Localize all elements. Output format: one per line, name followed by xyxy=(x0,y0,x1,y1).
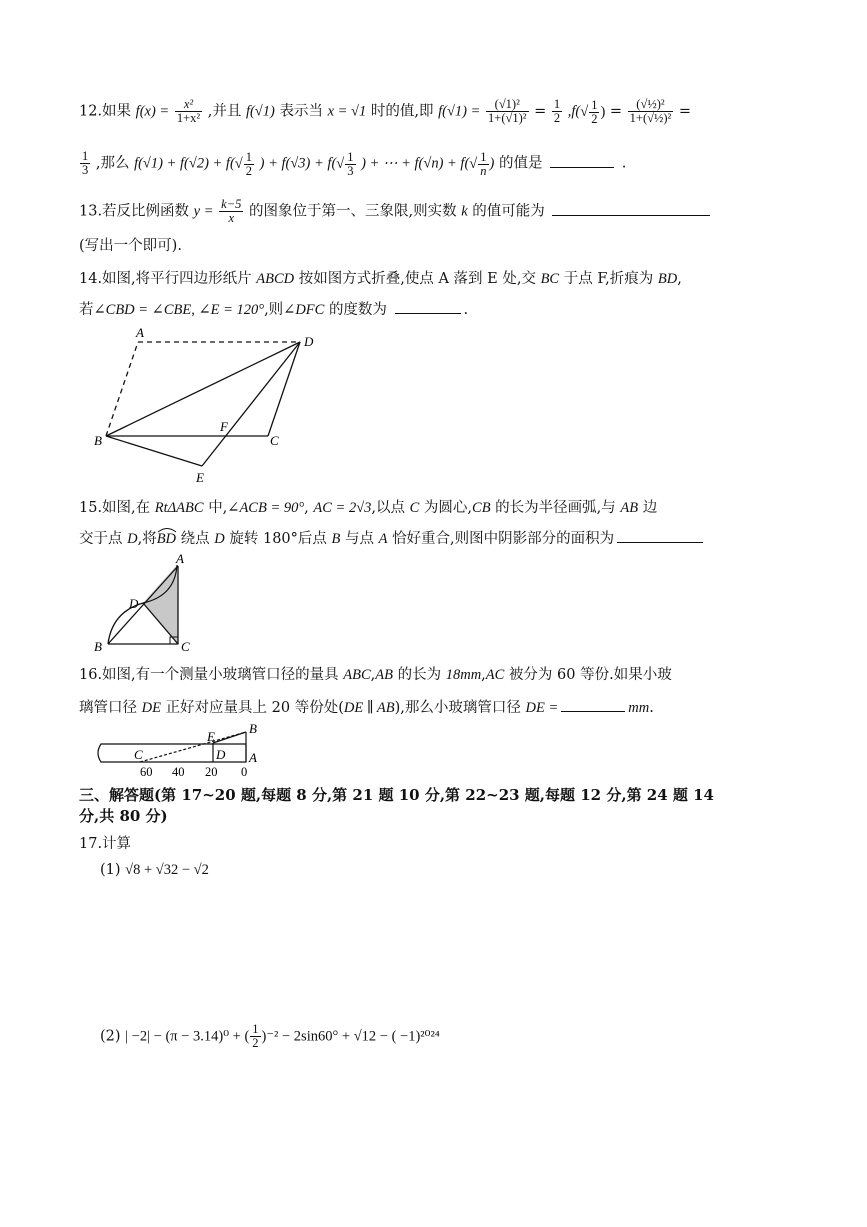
q16-text-f: 璃管口径 xyxy=(79,700,137,716)
q15-b: B xyxy=(331,531,341,547)
q15-text-h: 交于点 xyxy=(79,531,123,547)
q15-text-k: 旋转 180°后点 xyxy=(229,531,327,547)
q14-dfc: ∠DFC xyxy=(283,302,325,318)
q16-text-g: 正好对应量具上 20 等份处( xyxy=(165,700,344,716)
q14-label-f: F xyxy=(220,419,228,434)
q15-a: A xyxy=(378,531,388,547)
q15-ac: AC = 2√3 xyxy=(313,500,372,516)
q12-frac-half: $\frac{1}{2}$ xyxy=(553,97,561,126)
q13-lead: 13.若反比例函数 xyxy=(79,203,190,220)
q17-title: 17.计算 xyxy=(79,836,132,852)
q12-comma-f: ,f( xyxy=(567,103,581,120)
q17-p2-expr-b: )⁻² − 2sin60° + √12 − ( −1)²⁰²⁴ xyxy=(261,1028,440,1045)
q15-label-d: D xyxy=(129,596,139,611)
q16-label-e: E xyxy=(207,729,215,744)
q13-frac: $\frac{k-5}{x}$ xyxy=(221,197,242,226)
q15-text-l: 与点 xyxy=(344,531,374,547)
q15-text-m: 恰好重合,则图中阴影部分的面积为 xyxy=(392,531,615,547)
q17-p1-expr: √8 + √32 − √2 xyxy=(125,862,209,878)
q16-tick-40: 40 xyxy=(172,765,185,779)
q12-eq: = xyxy=(534,103,547,120)
q12-expr-b: ) + f(√3) + f( xyxy=(259,155,337,172)
q15-d: D xyxy=(127,531,138,547)
q15-label-a: A xyxy=(176,551,184,566)
q14-label-a: A xyxy=(136,325,144,340)
q17-p2-expr-a: | −2| − (π − 3.14)⁰ + ( xyxy=(125,1028,250,1045)
q16-par: DE ∥ AB xyxy=(343,700,395,716)
q15-text-j: 绕点 xyxy=(180,531,210,547)
q14-cond: ∠CBD = ∠CBE, ∠E = 120° xyxy=(93,302,265,318)
section3-heading-line1: 三、解答题(第 17~20 题,每题 8 分,第 21 题 10 分,第 22~23 题,每题 12 分,第 24 题 14 xyxy=(79,786,714,804)
q16-tick-0: 0 xyxy=(241,765,248,779)
q14-text-f: ,则 xyxy=(264,302,284,318)
q15-rt: RtΔABC xyxy=(154,500,204,516)
q12-expr-a: f(√1) + f(√2) + f( xyxy=(134,155,235,172)
q17-part1 xyxy=(100,862,209,879)
q14-text-c: 于点 F,折痕为 xyxy=(563,271,654,287)
q13-tail: 的值可能为 xyxy=(472,203,545,220)
q17-part2 xyxy=(100,1023,440,1050)
q14-label-d: D xyxy=(304,334,314,349)
q14-label-e: E xyxy=(196,470,204,485)
q17-p2-label: (2) xyxy=(100,1028,121,1045)
q12-xeq: x = √1 xyxy=(327,103,367,120)
q13-mid: 的图象位于第一、三象限,则实数 xyxy=(248,203,457,220)
q16-len: 18mm xyxy=(445,667,482,683)
q14-text-a: 14.如图,将平行四边形纸片 xyxy=(79,271,252,287)
q16-de: DE xyxy=(141,700,161,716)
q16-text-e: 被分为 60 等份.如果小玻 xyxy=(508,667,672,683)
q16-tick-20: 20 xyxy=(205,765,218,779)
q12-end: . xyxy=(621,155,627,172)
q12-line2: $\frac{1}{3}$ ,那么 f(√1) + f(√2) + f(√ $\frac{1}{2}$ ) + f(√3) + f(√ $\frac{1}{3}$ ) + ⋯ + f(√n) + f(√ $\frac{1}{n}$ ) 的值是 . xyxy=(82,149,627,178)
q15-c: C xyxy=(409,500,420,516)
q14-label-c: C xyxy=(270,433,279,448)
q15-text-b: 中, xyxy=(208,500,228,516)
q16-de2: DE = xyxy=(525,700,559,716)
q15-d2: D xyxy=(214,531,225,547)
q16-ab: AB xyxy=(375,667,393,683)
q16-tick-60: 60 xyxy=(140,765,153,779)
q12-f1b: f(√1) = xyxy=(438,103,481,120)
q16-ac: AC xyxy=(485,667,505,683)
q16-text-h: ),那么小玻璃管口径 xyxy=(394,700,521,716)
q12-f1: f(√1) xyxy=(245,103,275,120)
q14-text-b: 按如图方式折叠,使点 A 落到 E 处,交 xyxy=(298,271,536,287)
q12-eq-b: = xyxy=(609,103,623,120)
q16-text-d: , xyxy=(481,667,486,683)
q12-frac-third: $\frac{1}{3}$ xyxy=(82,149,89,178)
q17-p1-label: (1) xyxy=(100,862,121,878)
q15-label-b: B xyxy=(94,639,102,654)
q15-text-i: ,将 xyxy=(137,531,157,547)
q12-expr-d: ) xyxy=(489,155,495,172)
q16-label-a: A xyxy=(249,750,257,765)
q16-top-ed xyxy=(213,732,246,743)
q14-bd: BD xyxy=(657,271,678,287)
q16-unit: mm xyxy=(628,700,650,716)
q15-text-e: 为圆心, xyxy=(423,500,473,516)
q14-label-b: B xyxy=(94,433,102,448)
q15-text-d: ,以点 xyxy=(371,500,406,516)
q15-text-g: 边 xyxy=(642,500,658,516)
q16-end: . xyxy=(649,700,654,716)
q12-line2-lead: ,那么 xyxy=(95,155,130,172)
q12-expr-c: ) + ⋯ + f(√n) + f( xyxy=(361,155,470,172)
q13-y: y = xyxy=(193,203,214,220)
q14-text-d: , xyxy=(677,271,682,287)
q14-abcd: ABCD xyxy=(256,271,295,287)
q15-text-c: , xyxy=(304,500,309,516)
q12-fx: f(x) = xyxy=(135,103,170,120)
q14-text-g: 的度数为 xyxy=(328,302,387,318)
q13-k: k xyxy=(461,203,468,220)
q15-cb: CB xyxy=(472,500,491,516)
q12-mid1: ,并且 xyxy=(207,103,242,120)
q14-end: . xyxy=(463,302,469,318)
q12-lead: 12.如果 xyxy=(79,103,132,120)
q15-acb: ∠ACB = 90° xyxy=(227,500,305,516)
q16-label-b: B xyxy=(249,721,257,736)
q15-text-f: 的长为半径画弧,与 xyxy=(495,500,616,516)
q12-mid2: 表示当 xyxy=(279,103,323,120)
q16-text-a: 16.如图,有一个测量小玻璃管口径的量具 xyxy=(79,667,339,683)
q17-p2-frac: $\frac{1}{2}$ xyxy=(252,1022,259,1051)
q15-text-a: 15.如图,在 xyxy=(79,500,151,516)
q16-text-c: 的长为 xyxy=(397,667,442,683)
q13-line2: (写出一个即可). xyxy=(79,238,182,254)
q15-label-c: C xyxy=(181,639,190,654)
q15-arc: BD xyxy=(157,531,176,548)
section3-heading-line2: 分,共 80 分) xyxy=(79,807,168,825)
q12-sqrt-half: √ $\frac{1}{2}$ ) xyxy=(580,97,606,126)
q16-label-d: D xyxy=(216,747,226,762)
q16-abc: ABC xyxy=(343,667,371,683)
q16-text-b: , xyxy=(370,667,376,683)
q12-tail: 的值是 xyxy=(498,155,543,172)
q16-label-c: C xyxy=(134,747,143,762)
q12-frac-2: $\frac{\text{(√½)²}}{\text{1+(√½)²}}$ xyxy=(629,97,672,126)
q12-mid3: 时的值,即 xyxy=(370,103,434,120)
q12-frac-main: $\frac{\text{x²}}{\text{1+x²}}$ xyxy=(176,97,201,126)
q14-bc: BC xyxy=(540,271,560,287)
q15-ab: AB xyxy=(620,500,639,516)
q12-frac-1: $\frac{\text{(√1)²}}{\text{1+(√1)²}}$ xyxy=(488,97,527,126)
q12-eq2: = xyxy=(678,103,692,120)
q14-text-e: 若 xyxy=(79,302,94,318)
q16-line-cb xyxy=(140,732,246,762)
